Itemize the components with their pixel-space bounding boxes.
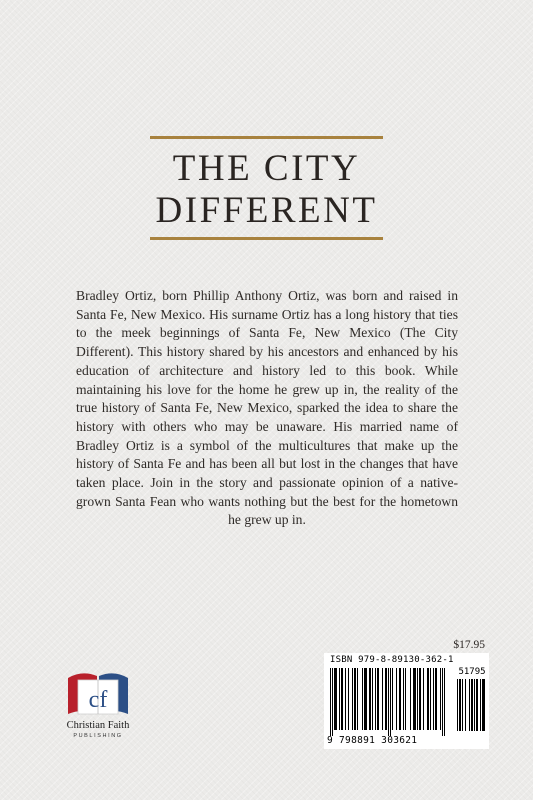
barcode-bar: [369, 668, 371, 730]
barcode-bar: [354, 668, 356, 730]
barcode-bar: [352, 668, 353, 730]
barcode-bar: [457, 679, 458, 731]
barcode-bar: [341, 668, 343, 730]
barcode-bar: [396, 668, 397, 730]
gold-rule-bottom: [150, 237, 383, 240]
barcode-bar: [474, 679, 475, 731]
barcode-bar: [330, 668, 331, 736]
barcode-bar: [372, 668, 373, 730]
ean-barcode-bars: [330, 668, 454, 736]
gold-rule-top: [150, 136, 383, 139]
barcode-bar: [410, 668, 411, 730]
isbn-barcode: [324, 653, 489, 749]
barcode-bar: [471, 679, 473, 731]
barcode-bar: [462, 679, 463, 731]
barcode-bar: [334, 668, 337, 730]
barcode-bar: [413, 668, 416, 730]
barcode-bar: [469, 679, 470, 731]
supplement-digits: 51795: [458, 667, 486, 677]
barcode-bar: [382, 668, 383, 730]
publisher-subtitle: PUBLISHING: [73, 733, 123, 739]
barcode-bar: [444, 668, 445, 736]
barcode-bar: [417, 668, 418, 730]
barcode-digits: 9 798891 303621: [327, 735, 418, 746]
barcode-bar: [435, 668, 437, 730]
barcode-bar: [482, 679, 485, 731]
barcode-bar: [430, 668, 431, 730]
barcode-bar: [419, 668, 421, 730]
barcode-bar: [364, 668, 367, 730]
title-line-1: THE CITY: [172, 148, 361, 189]
barcode-bar: [339, 668, 340, 730]
open-book-icon: [62, 666, 134, 718]
barcode-bar: [403, 668, 404, 730]
isbn-text: ISBN 979-8-89130-362-1: [330, 655, 454, 665]
barcode-bar: [399, 668, 401, 730]
barcode-bar: [476, 679, 478, 731]
author-blurb: Bradley Ortiz, born Phillip Anthony Ortiz, was born and raised in Santa Fe, New Mexico. His surname Ortiz has a long history that ties to the meek beginnings of Santa Fe, New Mexico (The City Different). This history shared by his ancestors and enhanced by his education of architecture and history led to this book. While maintaining his love for the home he grew up in, the reality of the true history of Santa Fe, New Mexico, sparked the idea to share the history with others who may be unaware. His married name of Bradley Ortiz is a symbol of the multicultures that make up the history of Santa Fe and has been all but lost in the changes that have taken place. Join in the story and passionate opinion of a native-grown Santa Fean who wants nothing but the best for the hometown he grew up in.: [76, 288, 458, 528]
barcode-bar: [362, 668, 363, 730]
barcode-bar: [375, 668, 376, 730]
supplement-barcode-bars: [457, 679, 487, 735]
barcode-bar: [348, 668, 349, 730]
barcode-bar: [388, 668, 389, 736]
barcode-bar: [405, 668, 406, 730]
barcode-bar: [442, 668, 443, 736]
barcode-bar: [480, 679, 481, 731]
barcode-bar: [392, 668, 393, 730]
barcode-bar: [390, 668, 391, 736]
barcode-bar: [459, 679, 461, 731]
barcode-bar: [357, 668, 358, 730]
barcode-bar: [440, 668, 441, 730]
logo-letters: cf: [88, 687, 108, 713]
barcode-bar: [377, 668, 379, 730]
publisher-name: Christian Faith: [66, 720, 130, 731]
barcode-bar: [345, 668, 346, 730]
price-label: $17.95: [453, 639, 485, 651]
barcode-bar: [332, 668, 333, 736]
title-line-2: DIFFERENT: [155, 190, 378, 231]
barcode-bar: [427, 668, 429, 730]
barcode-bar: [385, 668, 387, 730]
barcode-bar: [423, 668, 424, 730]
barcode-bar: [433, 668, 434, 730]
publisher-logo: [53, 666, 143, 746]
book-title: [0, 148, 533, 232]
barcode-bar: [465, 679, 466, 731]
